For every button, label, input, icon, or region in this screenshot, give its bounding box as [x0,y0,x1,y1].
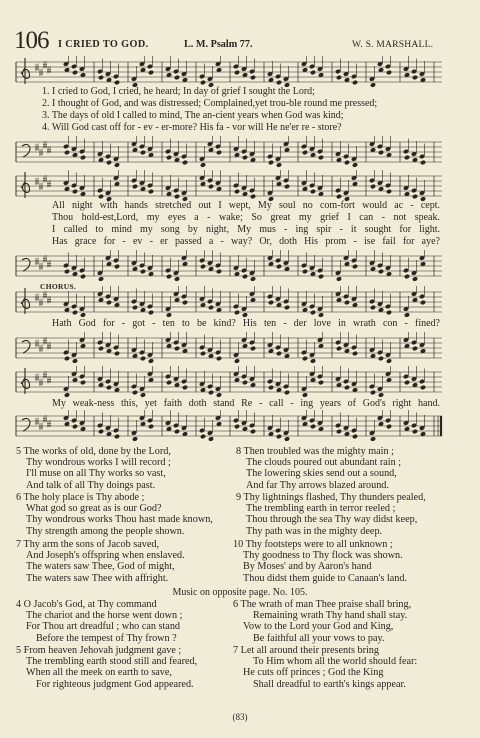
stanza-line: When all the meek on earth to save, [26,667,172,679]
stanza-line: And talk of all Thy doings past. [26,479,156,491]
stanza-line: O Jacob's God, at Thy command [23,599,157,610]
lyric-verse-2: 2. I thought of God, and was distressed; Complained,yet trou-ble round me pressed; [42,98,378,109]
stanza-line: The trembling earth in terror reeled ; [246,503,396,515]
stanza-line: Let all around their presents bring [240,645,379,656]
stanza-line: For Thou art dreadful ; who can stand [26,621,181,633]
stanza-9 [236,492,461,537]
composer: W. S. MARSHALL. [352,39,434,50]
staff-system-3-treble [14,286,444,320]
opposite-page-note: Music on opposite page. No. 105. [172,587,308,598]
staff-system-2-bass [14,250,444,282]
lyric-verse-4: Has grace for - ev - er passed a - way? Or, doth His prom - ise fail for aye? [52,236,440,247]
stanza-line: The works of old, done by the Lord, [23,446,171,457]
stanza-line: The waters saw Thee, God of might, [26,561,175,573]
staff-system-1-bass [14,136,444,168]
stanza-line: Thy wondrous works I will record ; [26,457,171,469]
lyric-final: My weak-ness this, yet faith doth stand Re - call - ing years of God's right hand. [52,398,440,409]
stanza-line: Before the tempest of Thy frown ? [36,632,177,644]
stanza-7 [16,539,244,584]
stanza-line: The waters saw Thee with affright. [26,572,169,584]
stanza-line: The trembling earth stood still and feared, [26,656,198,668]
chorus-label: CHORUS. [40,282,77,291]
stanza-line: And Joseph's offspring when enslaved. [26,550,185,562]
stanza-line: From heaven Jehovah judgment gave ; [23,645,182,656]
stanza-line: The lowering skies send out a sound, [246,468,397,480]
stanza-line: Thy arm the sons of Jacob saved, [23,539,159,550]
stanza-line: Vow to the Lord your God and King, [243,621,394,633]
stanza-number: 10 [233,539,244,550]
stanza-line: And far Thy arrows blazed around. [246,479,389,491]
opposite-stanza-7 [233,645,458,690]
stanza-number: 5 [16,446,22,457]
stanza-line: Shall dreadful to earth's kings appear. [253,678,406,690]
lyric-verse-3: I called to mind my song by night, My mus - ing spir - it sought for light. [52,224,440,235]
stanza-line: By Moses' and by Aaron's hand [243,561,372,573]
stanza-number: 9 [236,492,242,503]
stanza-line: Thy goodness to Thy flock was shown. [243,550,403,562]
lyric-verse-3: 3. The days of old I called to mind, The an-cient years when God was kind; [42,110,344,121]
stanza-number: 6 [233,599,239,610]
staff-system-4-treble [14,366,444,400]
stanza-10 [233,539,458,584]
stanza-number: 7 [233,645,239,656]
stanza-line: Then troubled was the mighty main ; [243,446,394,457]
staff-system-3-bass [14,332,444,364]
stanza-line: For righteous judgment God appeared. [36,678,194,690]
stanza-number: 6 [16,492,22,503]
stanza-line: Thy wondrous works Thou hast made known, [26,514,213,526]
stanza-line: To Him whom all the world should fear: [253,656,418,668]
stanza-number: 8 [236,446,242,457]
stanza-line: The holy place is Thy abode ; [23,492,145,503]
stanza-line: Be faithful all your vows to pay. [253,632,385,644]
stanza-line: Thou didst them guide to Canaan's land. [243,572,407,584]
stanza-line: Thy footsteps were to all unknown ; [245,539,393,550]
lyric-verse-1: 1. I cried to God, I cried, he heard; In day of grief I sought the Lord; [42,86,315,97]
stanza-line: The wrath of man Thee praise shall bring, [240,599,412,610]
hymn-title: I CRIED TO GOD. [58,39,149,50]
staff-system-2-treble [14,170,444,204]
stanza-line: The clouds poured out abundant rain ; [246,457,402,469]
opposite-stanza-6 [233,599,458,644]
staff-system-4-bass [14,410,444,442]
lyric-verse-4: 4. Will God cast off for - ev - er-more? His fa - vor will He ne'er re - store? [42,122,342,133]
lyric-verse-1: All night with hands stretched out I wept, My soul no com-fort would ac - cept. [52,200,440,211]
stanza-number: 5 [16,645,22,656]
opposite-stanza-4 [16,599,241,644]
stanza-line: Thy strength among the people shown. [26,525,185,537]
staff-system-1-treble [14,56,444,90]
lyric-chorus: Hath God for - got - ten to be kind? His ten - der love in wrath con - fined? [52,318,440,329]
stanza-8 [236,446,461,491]
stanza-line: I'll muse on all Thy works so vast, [26,468,166,480]
meter-label: L. M. [184,39,209,50]
page-number: (83) [232,712,248,722]
stanza-line: Thou through the sea Thy way didst keep, [246,514,418,526]
stanza-line: Remaining wrath Thy hand shall stay. [253,610,408,622]
stanza-5 [16,446,241,491]
hymn-meter [184,39,253,50]
stanza-number: 7 [16,539,22,550]
opposite-stanza-5 [16,645,241,690]
stanza-line: The chariot and the horse went down ; [26,610,183,622]
hymn-number: 106 [14,27,49,54]
psalm-ref: Psalm 77. [210,39,253,50]
stanza-line: He cuts off princes ; God the King [243,667,384,679]
stanza-line: Thy lightnings flashed, Thy thunders pealed, [243,492,426,503]
stanza-number: 4 [16,599,22,610]
stanza-line: What god so great as is our God? [26,503,162,515]
stanza-6 [16,492,241,537]
stanza-line: Thy path was in the mighty deep. [246,525,383,537]
lyric-verse-2: Thou hold-est,Lord, my eyes a - wake; So great my grief I can - not speak. [52,212,440,223]
